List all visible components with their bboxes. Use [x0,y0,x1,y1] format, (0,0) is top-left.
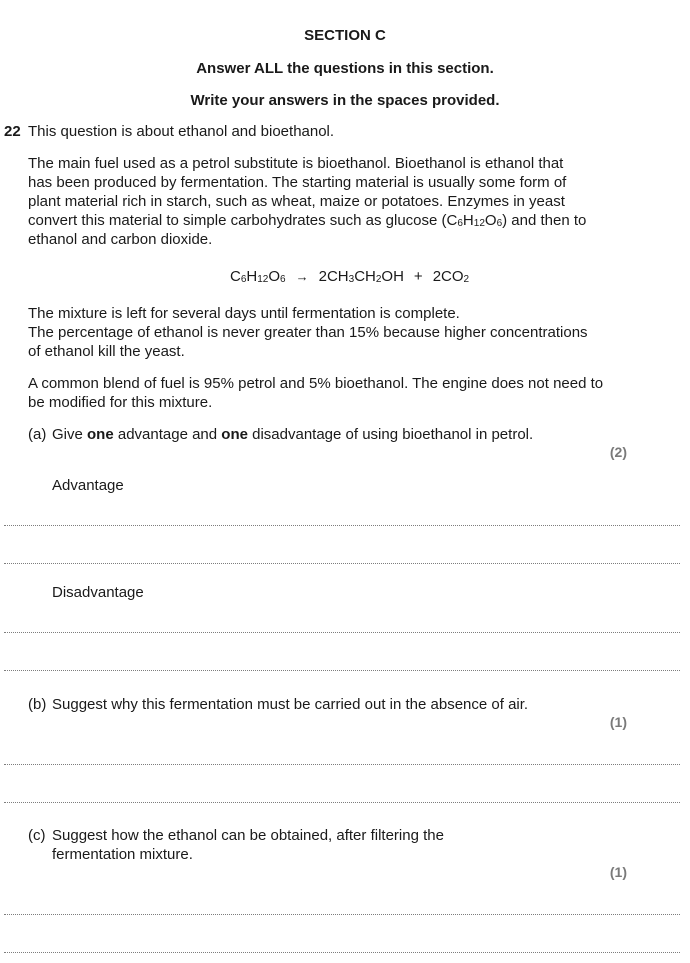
answer-line[interactable] [4,670,680,671]
part-c-question: Suggest how the ethanol can be obtained, after filtering the fermentation mixture. [52,827,444,863]
section-instruction-1: Answer ALL the questions in this section. [196,60,494,77]
part-c-label: (c) [28,827,46,844]
part-c-marks: (1) [609,864,627,880]
paragraph-fuel-blend: A common blend of fuel is 95% petrol and 5% bioethanol. The engine does not need to be modified for this mixture. [28,375,604,411]
part-a-label: (a) [28,426,47,443]
answer-line[interactable] [4,632,680,633]
answer-line[interactable] [4,563,680,564]
answer-line[interactable] [4,952,680,953]
question-number: 22 [4,123,21,140]
reaction-arrow: → [295,269,309,284]
answer-line[interactable] [4,764,680,765]
answer-line[interactable] [4,914,680,915]
paragraph-fermentation-line2: The percentage of ethanol is never greater than 15% because higher concentrations of ethanol kill the yeast. [28,324,588,360]
answer-line[interactable] [4,802,680,803]
paragraph-fermentation-line1: The mixture is left for several days until fermentation is complete. [28,305,460,322]
fermentation-equation: $C_6H_{12}O_6 \to 2CH_3CH_2OH + 2CO_2$ [230,268,470,285]
part-a-question: Give one advantage and one disadvantage of using bioethanol in petrol. [52,426,534,443]
disadvantage-label: Disadvantage [52,584,144,601]
part-b-marks: (1) [609,714,627,730]
question-intro: This question is about ethanol and bioethanol. [28,123,335,140]
paragraph-bioethanol: The main fuel used as a petrol substitute is bioethanol. Bioethanol is ethanol that has been produced by fermentation. The starting material is usually some form of plant material rich in starch, such as wheat, maize or potatoes. Enzymes in yeast convert this material to simple carbohydrates such as glucose $(C_6H_{12}O_6)$ and then to ethanol and carbon dioxide. [28,155,587,248]
advantage-label: Advantage [52,477,124,494]
answer-line[interactable] [4,525,680,526]
part-b-question: Suggest why this fermentation must be carried out in the absence of air. [52,696,529,713]
section-instruction-2: Write your answers in the spaces provided. [190,92,500,109]
part-a-marks: (2) [609,444,627,460]
part-b-label: (b) [28,696,47,713]
section-title: SECTION C [304,27,386,44]
